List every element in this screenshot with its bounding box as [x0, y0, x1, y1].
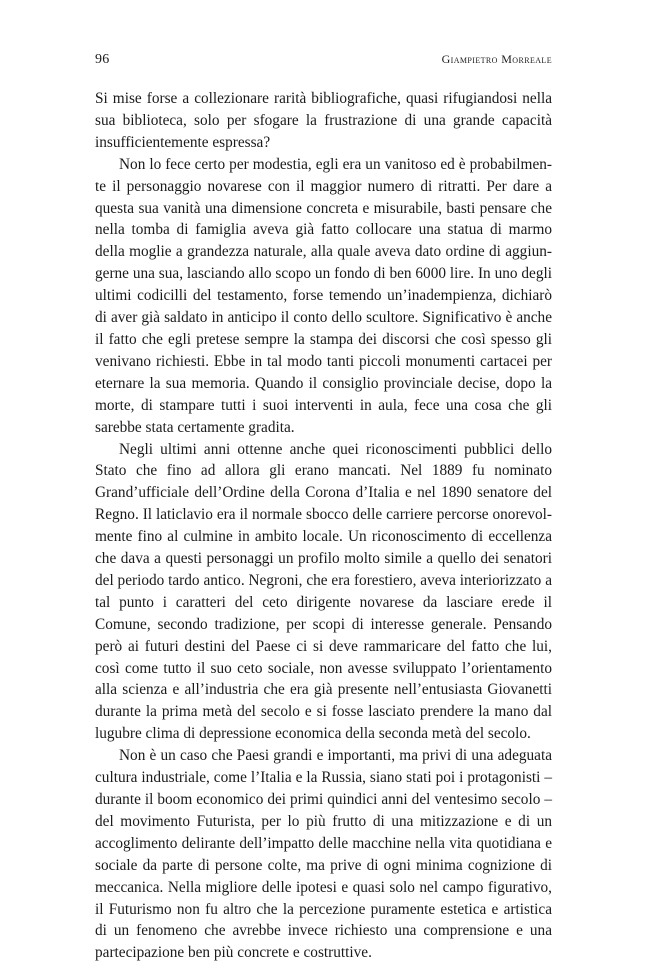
- body-text: [95, 88, 552, 964]
- page-header: [95, 52, 552, 70]
- paragraph-1: Si mise forse a collezionare rarità bibliografiche, quasi rifugiandosi nella sua biblioteca, solo per sfogare la frustrazione di una grande capacità insufficientemente espressa?: [95, 90, 552, 151]
- paragraph-2: Non lo fece certo per modestia, egli era un vanitoso ed è probabilmente il personaggio novarese con il maggior numero di ritratti. Per dare a questa sua vanità una dimensione concreta e misurabile, basti pensare che nella tomba di famiglia aveva già fatto collocare una statua di marmo della moglie a grandezza naturale, alla quale aveva dato ordine di aggiungerne una sua, lasciando allo scopo un fondo di ben 6000 lire. In uno degli ultimi codicilli del testamento, forse temendo un’inadempienza, dichiarò di aver già saldato in anticipo il conto dello scultore. Significativo è anche il fatto che egli pretese sempre la stampa dei discorsi che così spesso gli venivano richiesti. Ebbe in tal modo tanti piccoli monumenti cartacei per eternare la sua memoria. Quando il consiglio provinciale decise, dopo la morte, di stampare tutti i suoi interventi in aula, fece una cosa che gli sarebbe stata certamente gradita.: [95, 155, 552, 436]
- running-head: Giampietro Morreale: [441, 52, 552, 66]
- paragraph-4: Non è un caso che Paesi grandi e importanti, ma privi di una adeguata cultura industriale, come l’Italia e la Russia, siano stati poi i protagonisti – durante il boom economico dei primi quindici anni del ventesimo secolo – del movimento Futurista, per lo più frutto di una mitizzazione e di un accoglimento delirante dell’impatto delle macchine nella vita quotidiana e sociale da parte di persone colte, ma prive di ogni minima cognizione di meccanica. Nella migliore delle ipotesi e quasi solo nel campo figurativo, il Futurismo non fu altro che la percezione puramente estetica e artistica di un fenomeno che avrebbe invece richiesto una comprensione e una partecipazione ben più concrete e costruttive.: [95, 747, 552, 962]
- paragraph-3: Negli ultimi anni ottenne anche quei riconoscimenti pubblici dello Stato che fino ad allora gli erano mancati. Nel 1889 fu nominato Grand’ufficiale dell’Ordine della Corona d’Italia e nel 1890 senatore del Regno. Il laticlavio era il normale sbocco delle carriere percorse onorevolmente fino al culmine in ambito locale. Un riconoscimento di eccellenza che dava a questi personaggi un profilo molto simile a quello dei senatori del periodo tardo antico. Negroni, che era forestiero, aveva interiorizzato a tal punto i caratteri del ceto dirigente novarese da lasciare erede il Comune, secondo tradizione, per scopi di interesse generale. Pensando però ai futuri destini del Paese ci si deve rammaricare del fatto che lui, così come tutto il suo ceto sociale, non avesse sviluppato l’orientamento alla scienza e all’industria che era già presente nell’entusiasta Giovanetti durante la prima metà del secolo e si fosse lasciato prendere la mano dal lugubre clima di depressione economica della seconda metà del secolo.: [95, 440, 552, 743]
- page-number: 96: [95, 52, 110, 67]
